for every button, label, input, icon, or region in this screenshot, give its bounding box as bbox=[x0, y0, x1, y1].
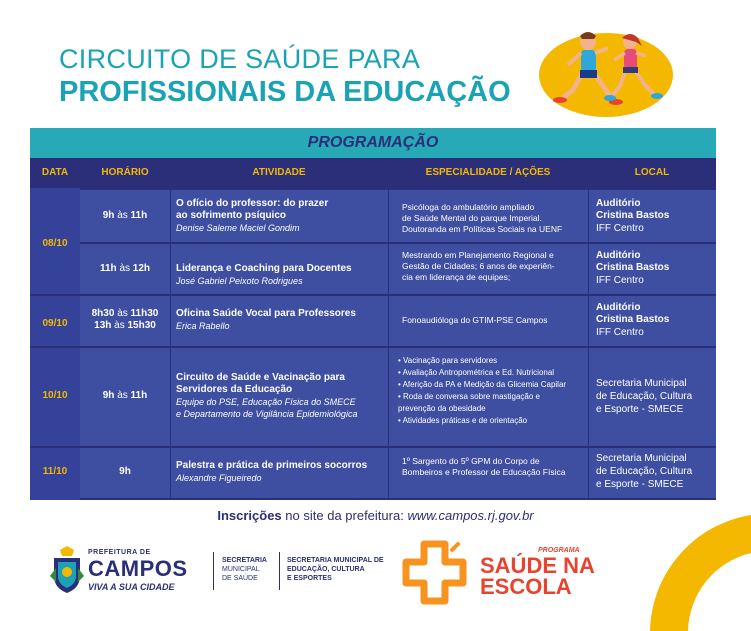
title-line-2: PROFISSIONAIS DA EDUCAÇÃO bbox=[59, 76, 511, 108]
col-header-especialidade: ESPECIALIDADE / AÇÕES bbox=[425, 167, 551, 178]
location-cell: Auditório Cristina Bastos IFF Centro bbox=[596, 250, 670, 286]
campos-logo bbox=[50, 546, 210, 596]
specialty-cell: Fonoaudióloga do GTIM-PSE Campos bbox=[402, 315, 548, 325]
activity-cell: Palestra e prática de primeiros socorros Alexandre Figueiredo bbox=[176, 460, 368, 483]
secretaria-educacao: SECRETARIA MUNICIPAL DE EDUCAÇÃO, CULTURA E ESPORTES bbox=[287, 557, 384, 582]
location-cell: Auditório Cristina Bastos IFF Centro bbox=[596, 198, 670, 234]
hour-cell: 9h bbox=[119, 466, 131, 477]
hour-cell: 9h às 11h bbox=[102, 210, 148, 221]
decorative-arc bbox=[640, 505, 751, 631]
activity-cell: Oficina Saúde Vocal para Professores Erica Rabello bbox=[176, 308, 356, 331]
date-cell: 10/10 bbox=[42, 390, 68, 401]
date-cell: 11/10 bbox=[42, 466, 68, 477]
saude-na-escola-cross-icon bbox=[402, 540, 467, 605]
slogan: VIVA A SUA CIDADE bbox=[88, 582, 175, 592]
location-cell: Auditório Cristina Bastos IFF Centro bbox=[596, 302, 670, 338]
specialty-cell: Mestrando em Planejamento Regional e Gestão de Cidades; 6 anos de experiên- cia em liderança de equipes; bbox=[402, 250, 555, 282]
col-header-local: LOCAL bbox=[634, 167, 670, 178]
location-cell: Secretaria Municipal de Educação, Cultura e Esporte - SMECE bbox=[596, 378, 693, 415]
location-cell: Secretaria Municipal de Educação, Cultura e Esporte - SMECE bbox=[596, 453, 693, 490]
campos-wordmark: CAMPOS bbox=[88, 556, 188, 581]
pse-title-line-1: SAÚDE NA bbox=[480, 553, 595, 578]
pref-label: PREFEITURA DE bbox=[88, 549, 151, 556]
specialty-cell: Psicóloga do ambulatório ampliado de Saúde Mental do parque Imperial. Doutoranda em Políticas Sociais na UENF bbox=[402, 202, 563, 234]
col-header-horario: HORÁRIO bbox=[101, 167, 149, 178]
table-heading: PROGRAMAÇÃO bbox=[30, 128, 716, 158]
hour-cell: 9h às 11h bbox=[102, 390, 148, 401]
website-link[interactable]: www.campos.rj.gov.br bbox=[407, 508, 534, 523]
specialty-cell: 1º Sargento do 5º GPM do Corpo de Bombeiros e Professor de Educação Física bbox=[402, 456, 566, 477]
programa-label: PROGRAMA bbox=[538, 547, 580, 554]
activity-cell: Circuito de Saúde e Vacinação para Servidores da Educação Equipe do PSE, Educação Física do SMECE e Departamento de Vigilância Epidemiológica bbox=[176, 372, 358, 419]
registration-line: Inscrições no site da prefeitura: www.campos.rj.gov.br bbox=[217, 508, 534, 523]
hour-cell: 8h30 às 11h30 13h às 15h30 bbox=[91, 308, 159, 331]
activity-cell: Liderança e Coaching para Docentes José Gabriel Peixoto Rodrigues bbox=[176, 263, 352, 286]
date-cell: 08/10 bbox=[42, 238, 68, 249]
col-header-data: DATA bbox=[41, 167, 69, 178]
specialty-cell: • Vacinação para servidores • Avaliação Antropométrica e Ed. Nutricional • Aferição da PA e Medição da Glicemia Capilar • Roda de conversa sobre mastigação e prevenção da obesidade • Atividades práticas e de orientação bbox=[398, 356, 567, 425]
crest-icon bbox=[50, 546, 84, 594]
secretaria-saude: SECRETARIA MUNICIPAL DE SAÚDE bbox=[222, 557, 267, 582]
pse-title-line-2: ESCOLA bbox=[480, 574, 572, 599]
title-line-1: CIRCUITO DE SAÚDE PARA bbox=[59, 44, 421, 74]
activity-cell: O ofício do professor: do prazer ao sofrimento psíquico Denise Saleme Maciel Gondim bbox=[176, 198, 329, 233]
col-header-atividade: ATIVIDADE bbox=[252, 167, 306, 178]
date-cell: 09/10 bbox=[42, 318, 68, 329]
schedule-table bbox=[30, 128, 716, 500]
runners-illustration bbox=[538, 20, 673, 120]
hour-cell: 11h às 12h bbox=[99, 263, 151, 274]
